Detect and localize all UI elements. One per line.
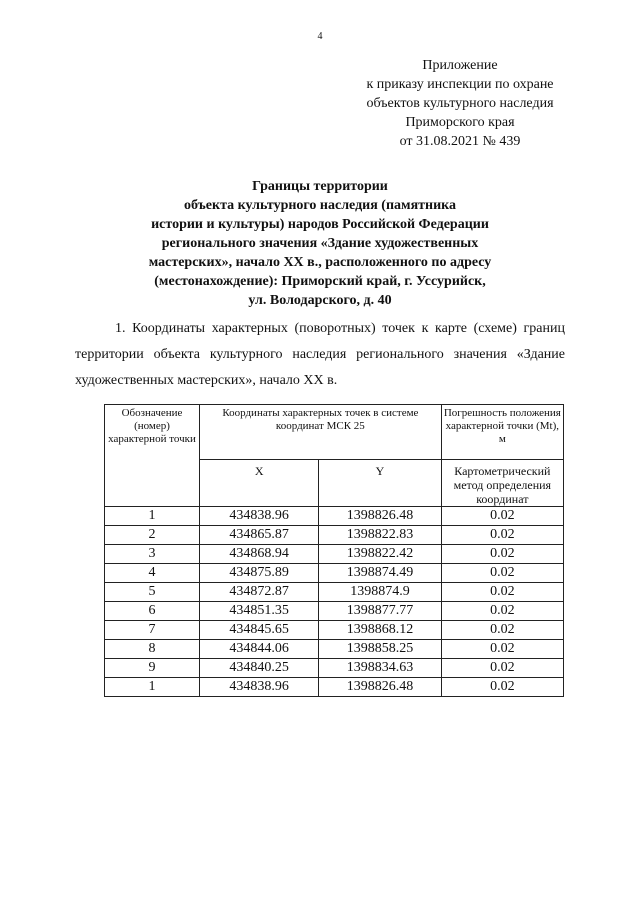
table-row (105, 640, 564, 659)
cell-num: 1 (105, 507, 200, 526)
header-error: Погрешность положения характерной точки (Mt), м (441, 405, 563, 460)
cell-error: 0.02 (441, 659, 563, 678)
appendix-line: объектов культурного наследия (366, 96, 554, 111)
cell-num: 2 (105, 526, 200, 545)
title-line: регионального значения «Здание художественных (161, 236, 479, 251)
cell-y: 1398822.42 (319, 545, 441, 564)
header-y: Y (319, 460, 441, 507)
table-row (105, 564, 564, 583)
cell-num: 1 (105, 678, 200, 697)
page-number: 4 (317, 31, 323, 42)
cell-num: 3 (105, 545, 200, 564)
table-row (105, 602, 564, 621)
cell-x: 434838.96 (200, 507, 319, 526)
cell-error: 0.02 (441, 564, 563, 583)
cell-x: 434838.96 (200, 678, 319, 697)
cell-x: 434845.65 (200, 621, 319, 640)
cell-y: 1398826.48 (319, 678, 441, 697)
table-row (105, 545, 564, 564)
title-line: мастерских», начало XX в., расположенного по адресу (148, 255, 492, 270)
cell-num: 9 (105, 659, 200, 678)
cell-num: 8 (105, 640, 200, 659)
header-coordinates: Координаты характерных точек в системе координат МСК 25 (200, 405, 442, 460)
cell-y: 1398877.77 (319, 602, 441, 621)
cell-y: 1398834.63 (319, 659, 441, 678)
cell-x: 434868.94 (200, 545, 319, 564)
cell-x: 434872.87 (200, 583, 319, 602)
cell-error: 0.02 (441, 678, 563, 697)
cell-num: 6 (105, 602, 200, 621)
cell-y: 1398868.12 (319, 621, 441, 640)
header-designation: Обозначение (номер) характерной точки (105, 405, 200, 507)
cell-y: 1398858.25 (319, 640, 441, 659)
cell-y: 1398826.48 (319, 507, 441, 526)
document-title (110, 177, 530, 310)
appendix-line: к приказу инспекции по охране (366, 77, 554, 92)
cell-error: 0.02 (441, 507, 563, 526)
cell-error: 0.02 (441, 640, 563, 659)
table-row (105, 583, 564, 602)
cell-error: 0.02 (441, 545, 563, 564)
cell-num: 4 (105, 564, 200, 583)
appendix-line: Приморского края (405, 115, 515, 130)
coordinates-table (104, 404, 564, 697)
table-row (105, 659, 564, 678)
table-row (105, 507, 564, 526)
cell-error: 0.02 (441, 602, 563, 621)
title-line: (местонахождение): Приморский край, г. Уссурийск, (154, 274, 486, 289)
cell-x: 434840.25 (200, 659, 319, 678)
cell-y: 1398822.83 (319, 526, 441, 545)
title-line: Границы территории (252, 179, 388, 194)
title-line: объекта культурного наследия (памятника (183, 198, 457, 213)
table-row (105, 678, 564, 697)
cell-x: 434844.06 (200, 640, 319, 659)
title-line: истории и культуры) народов Российской Федерации (151, 217, 489, 232)
cell-error: 0.02 (441, 583, 563, 602)
cell-y: 1398874.9 (319, 583, 441, 602)
cell-error: 0.02 (441, 526, 563, 545)
cell-num: 7 (105, 621, 200, 640)
paragraph-text: 1. Координаты характерных (поворотных) точек к карте (схеме) границ территории объекта культурного наследия регионального значения «Здание художественных мастерских», начало XX в. (75, 321, 565, 388)
header-x: X (200, 460, 319, 507)
cell-num: 5 (105, 583, 200, 602)
appendix-line: Приложение (422, 58, 498, 73)
cell-x: 434851.35 (200, 602, 319, 621)
cell-y: 1398874.49 (319, 564, 441, 583)
table-row (105, 526, 564, 545)
appendix-line: от 31.08.2021 № 439 (399, 134, 521, 149)
table-row (105, 621, 564, 640)
appendix-block (340, 56, 580, 151)
cell-x: 434865.87 (200, 526, 319, 545)
body-paragraph (75, 316, 565, 394)
cell-x: 434875.89 (200, 564, 319, 583)
cell-error: 0.02 (441, 621, 563, 640)
header-method: Картометрический метод определения координат (441, 460, 563, 507)
title-line: ул. Володарского, д. 40 (248, 293, 392, 308)
